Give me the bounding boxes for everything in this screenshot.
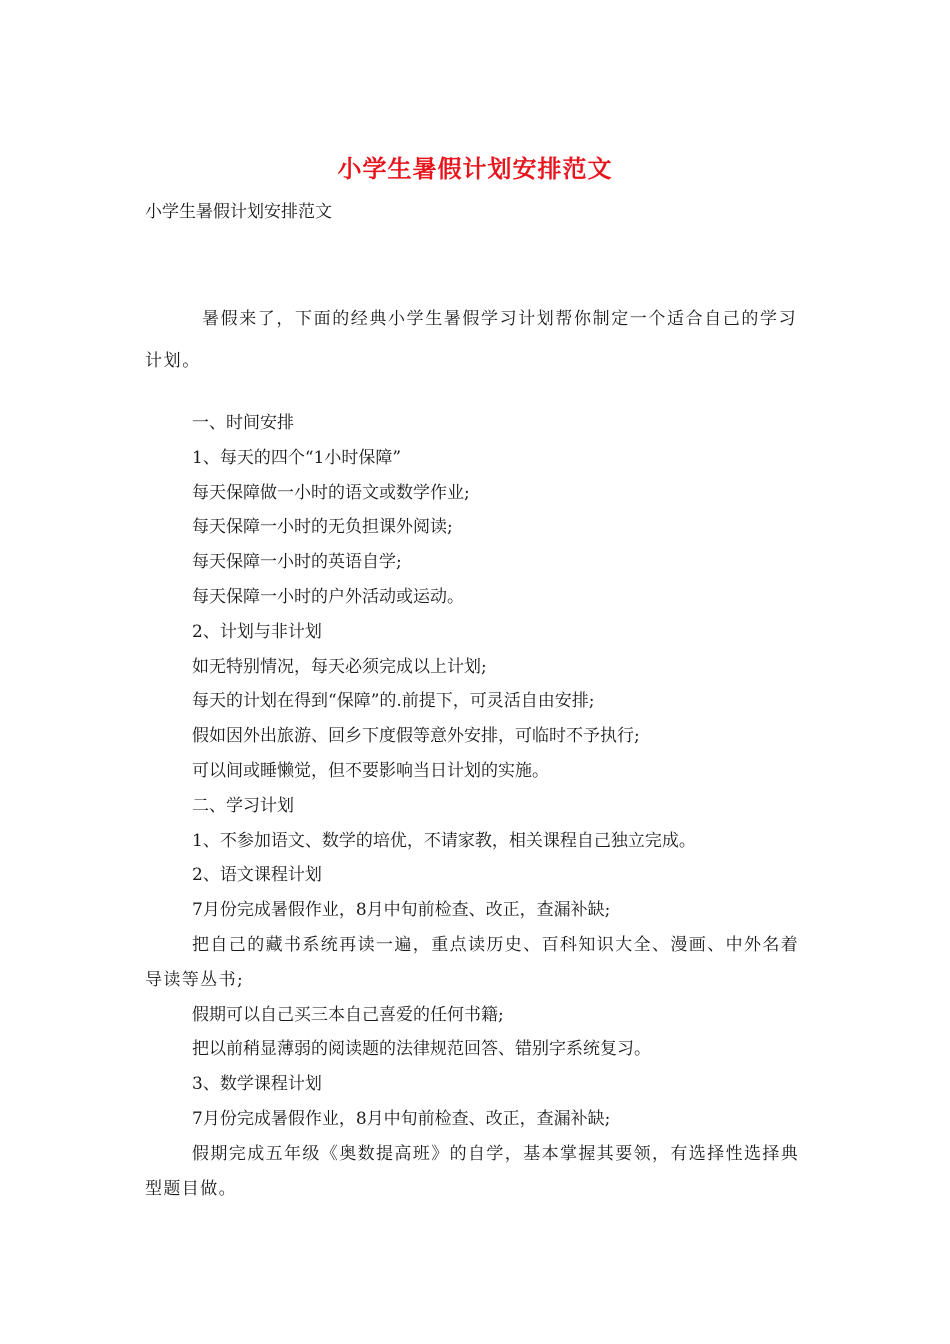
paragraph-line: 假期可以自己买三本自己喜爱的任何书籍; [192,1004,504,1025]
subsection-heading: 2、语文课程计划 [192,865,322,886]
intro-paragraph: 暑假来了，下面的经典小学生暑假学习计划帮你制定一个适合自己的学习计划。 [145,309,798,371]
paragraph-line: 1、不参加语文、数学的培优，不请家教，相关课程自己独立完成。 [192,830,696,851]
paragraph-line: 把自己的藏书系统再读一遍，重点读历史、百科知识大全、漫画、中外名着导读等丛书; [145,934,800,990]
subsection-heading: 3、数学课程计划 [192,1074,322,1095]
paragraph-line: 7月份完成暑假作业，8月中旬前检查、改正，查漏补缺; [192,900,611,921]
document-title: 小学生暑假计划安排范文 [337,154,613,183]
paragraph-line: 每天保障一小时的无负担课外阅读; [192,517,453,538]
paragraph-line: 每天保障一小时的户外活动或运动。 [192,586,464,607]
subsection-heading: 2、计划与非计划 [192,621,322,642]
paragraph-line: 如无特别情况，每天必须完成以上计划; [192,656,487,677]
paragraph-line: 可以间或睡懒觉，但不要影响当日计划的实施。 [192,760,549,781]
subsection-heading: 1、每天的四个“1小时保障” [192,447,402,468]
paragraph-line: 每天保障做一小时的语文或数学作业; [192,482,470,503]
paragraph-line: 7月份完成暑假作业，8月中旬前检查、改正，查漏补缺; [192,1108,611,1129]
document-subtitle: 小学生暑假计划安排范文 [145,202,332,222]
paragraph-line: 假期完成五年级《奥数提高班》的自学，基本掌握其要领，有选择性选择典型题目做。 [145,1143,800,1199]
section-heading: 二、学习计划 [192,795,294,816]
paragraph-line: 假如因外出旅游、回乡下度假等意外安排，可临时不予执行; [192,726,640,747]
document-body [145,406,807,1206]
paragraph-line: 每天的计划在得到“保障”的.前提下，可灵活自由安排; [192,691,595,712]
paragraph-line: 每天保障一小时的英语自学; [192,552,402,573]
section-heading: 一、时间安排 [192,413,294,433]
paragraph-line: 把以前稍显薄弱的阅读题的法律规范回答、错别字系统复习。 [192,1039,651,1060]
